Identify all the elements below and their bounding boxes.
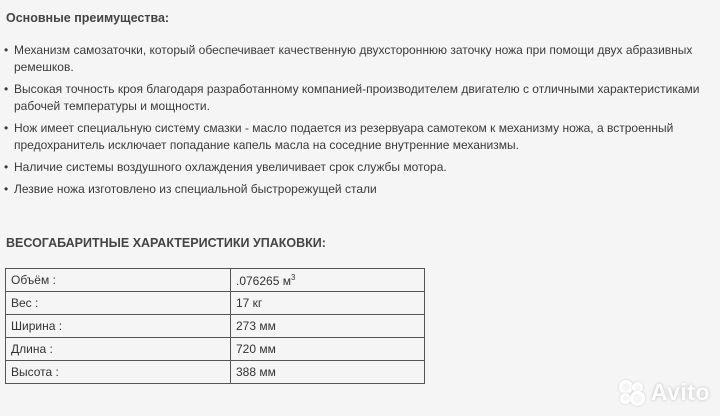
list-item-text: Механизм самозаточки, который обеспечивает качественную двухстороннюю заточку ножа при помощи двух абразивных ремешков. bbox=[14, 43, 693, 74]
spec-key: Высота : bbox=[6, 361, 231, 384]
table-row bbox=[6, 361, 425, 384]
watermark-text: Avito bbox=[650, 379, 710, 405]
list-item bbox=[4, 181, 704, 198]
spec-key: Объём : bbox=[6, 269, 231, 292]
spec-value-text: .076265 м bbox=[236, 273, 291, 288]
spec-value: 388 мм bbox=[231, 361, 425, 384]
table-row bbox=[6, 315, 425, 338]
spec-value: 720 мм bbox=[231, 338, 425, 361]
list-item bbox=[4, 120, 704, 154]
bullet: • bbox=[4, 121, 9, 135]
bullet: • bbox=[4, 82, 9, 96]
table-row bbox=[6, 338, 425, 361]
bullet: • bbox=[4, 43, 9, 57]
spec-key: Длина : bbox=[6, 338, 231, 361]
bullet: • bbox=[4, 182, 9, 196]
advantages-list bbox=[4, 42, 704, 203]
spec-key: Ширина : bbox=[6, 315, 231, 338]
list-item-text: Лезвие ножа изготовлено из специальной быстрорежущей стали bbox=[14, 182, 377, 196]
list-item-text: Нож имеет специальную систему смазки - масло подается из резервуара самотеком к механизму ножа, а встроенный предохранитель исключает попадание капель масла на соседние внутренние механизмы. bbox=[14, 121, 674, 152]
spec-value: 273 мм bbox=[231, 315, 425, 338]
avito-logo-icon bbox=[619, 380, 645, 406]
list-item-text: Высокая точность кроя благодаря разработанному компанией-производителем двигателю с отличными характеристиками рабочей температуры и мощности. bbox=[14, 82, 700, 113]
list-item bbox=[4, 42, 704, 76]
spec-value: 17 кг bbox=[231, 292, 425, 315]
table-row bbox=[6, 292, 425, 315]
list-item bbox=[4, 159, 704, 176]
spec-value bbox=[231, 269, 425, 292]
avito-watermark bbox=[619, 379, 710, 406]
unit-superscript: 3 bbox=[290, 272, 296, 282]
packaging-title: ВЕСОГАБАРИТНЫЕ ХАРАКТЕРИСТИКИ УПАКОВКИ: bbox=[6, 236, 326, 250]
packaging-table bbox=[5, 268, 425, 384]
list-item bbox=[4, 81, 704, 115]
list-item-text: Наличие системы воздушного охлаждения увеличивает срок службы мотора. bbox=[14, 160, 447, 174]
bullet: • bbox=[4, 160, 9, 174]
spec-key: Вес : bbox=[6, 292, 231, 315]
table-row bbox=[6, 269, 425, 292]
advantages-title: Основные преимущества: bbox=[6, 11, 170, 25]
